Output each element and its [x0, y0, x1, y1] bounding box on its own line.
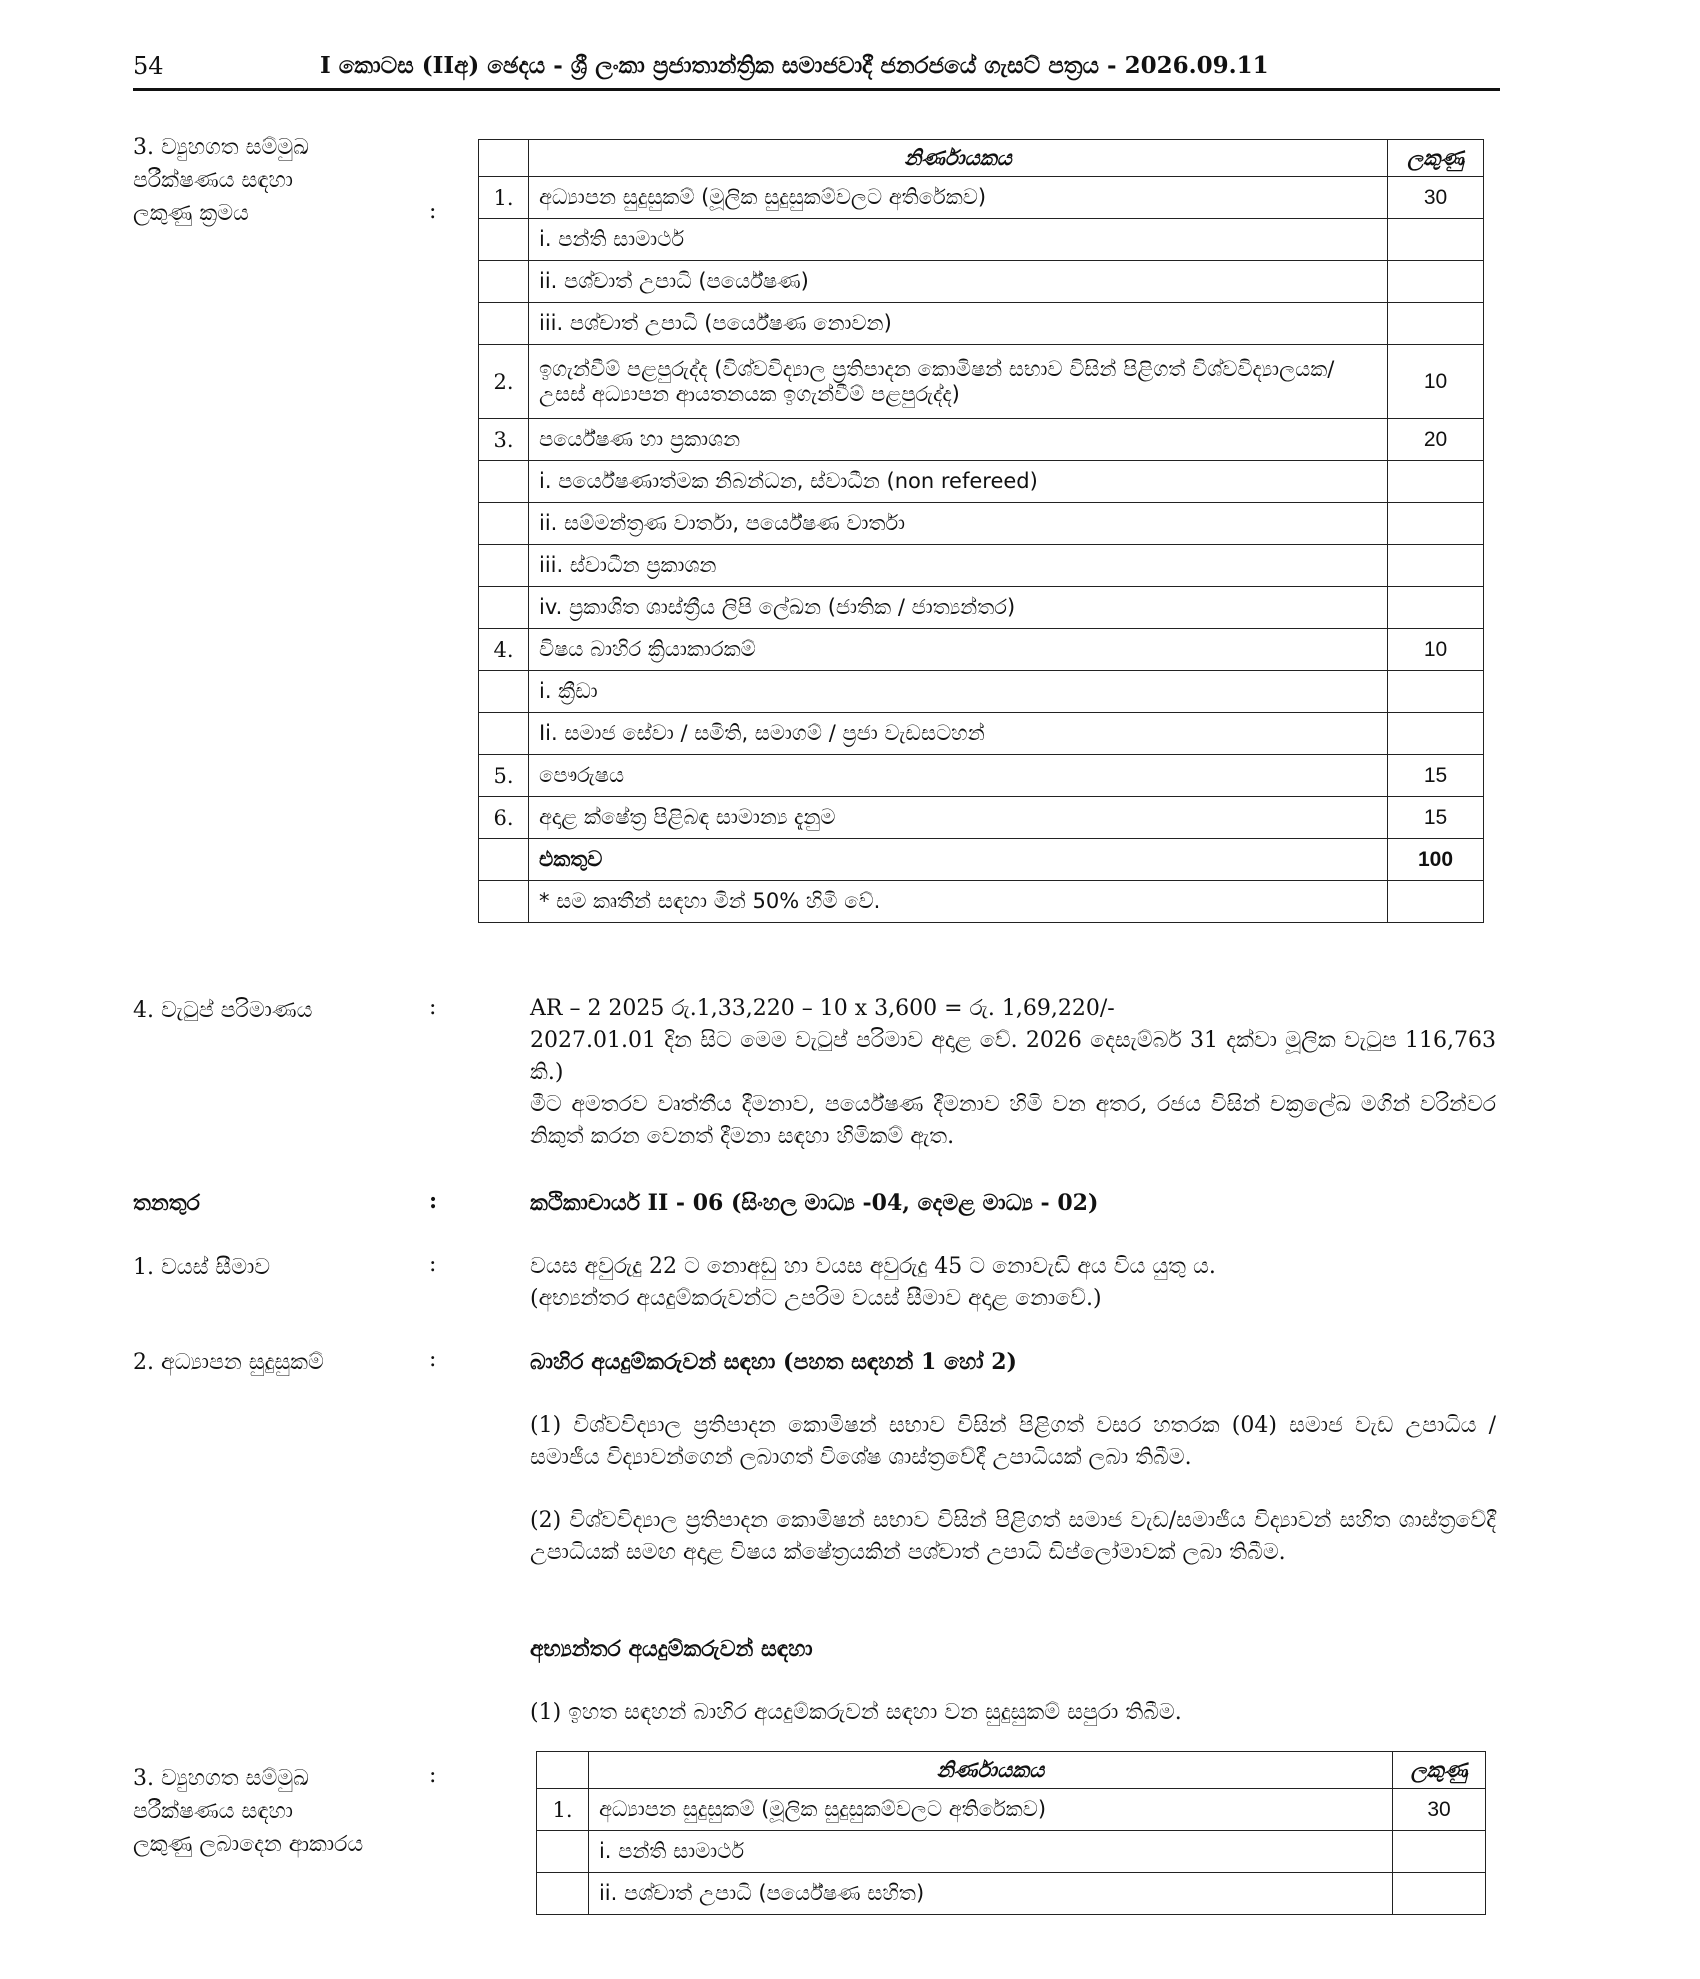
table-row	[479, 713, 1484, 755]
table-row	[479, 545, 1484, 587]
row-criteria: ii. පශ්චාත් උපාධි (පර්යේෂණ)	[528, 261, 1387, 303]
table-row	[537, 1789, 1486, 1831]
row-marks	[1388, 587, 1484, 629]
total-marks: 100	[1388, 839, 1484, 881]
row-marks: 30	[1393, 1789, 1486, 1831]
table-row	[537, 1873, 1486, 1915]
external-qualification-1: (1) විශ්වවිද්‍යාල ප්‍රතිපාදන කොමිෂන් සභාව විසින් පිළිගත් වසර හතරක (04) සමාජ වැඩ උපාධිය /සමාජීය විද්‍යාවන්ගෙන් ලබාගත් විශේෂ ශාස්ත්‍රවේදී උපාධියක් ලබා තිබීම.	[530, 1413, 1496, 1470]
post-label: තනතුර	[133, 1190, 200, 1216]
header-divider	[133, 88, 1500, 91]
row-criteria: ඉගැන්වීම් පළපුරුද්ද (විශ්වවිද්‍යාල ප්‍රතිපාදන කොමිෂන් සභාව විසින් පිළිගත් විශ්වවිද්‍යාලයක/උසස් අධ්‍යාපන ආයතනයක ඉගැන්වීම් පළපුරුද්ද)	[528, 345, 1387, 419]
table-row	[479, 503, 1484, 545]
table-row	[479, 461, 1484, 503]
row-number: 6.	[479, 797, 529, 839]
colon: :	[429, 995, 437, 1020]
row-number	[479, 545, 529, 587]
age-limit-label: 1. වයස් සීමාව	[133, 1255, 271, 1280]
row-marks	[1388, 303, 1484, 345]
post-value: කථිකාචාර්ය II - 06 (සිංහල මාධ්‍ය -04, දෙමළ මාධ්‍ය - 02)	[530, 1190, 1099, 1216]
row-criteria: iv. ප්‍රකාශිත ශාස්ත්‍රීය ලිපි ලේඛන (ජාතික / ජාත්‍යන්තර)	[528, 587, 1387, 629]
section3-scoring-label: 3. ව්‍යුහගත සම්මුඛ පරීක්ෂණය සඳහා ලකුණු ලබාදෙන ආකාරය	[133, 1766, 364, 1857]
row-marks	[1388, 261, 1484, 303]
table-head-empty	[479, 140, 529, 177]
row-marks: 15	[1388, 755, 1484, 797]
age-limit-note: (අභ්‍යන්තර අයදුම්කරුවන්ට උපරිම වයස් සීමාව අදාළ නොවේ.)	[530, 1286, 1102, 1311]
table-note-row	[479, 881, 1484, 923]
table-head-marks: ලකුණු	[1388, 140, 1484, 177]
gazette-title: I කොටස (IIඅ) ඡෙදය - ශ්‍රී ලංකා ප්‍රජාතාන්ත්‍රික සමාජවාදී ජනරජයේ ගැසට් පත්‍රය - 2026.09.11	[320, 52, 1269, 79]
table-head-criteria: නිර්ණායකය	[528, 140, 1387, 177]
section3-label: 3. ව්‍යුහගත සම්මුඛ පරීක්ෂණය සඳහා ලකුණු ක්‍රමය	[133, 135, 309, 226]
colon: :	[429, 1188, 438, 1214]
row-marks	[1388, 219, 1484, 261]
row-number	[479, 261, 529, 303]
colon: :	[429, 199, 437, 224]
row-criteria: iii. ස්වාධීන ප්‍රකාශන	[528, 545, 1387, 587]
row-marks	[1388, 881, 1484, 923]
row-criteria: i. ක්‍රීඩා	[528, 671, 1387, 713]
row-number: 2.	[479, 345, 529, 419]
row-criteria: පර්යේෂණ හා ප්‍රකාශන	[528, 419, 1387, 461]
row-criteria: විෂය බාහිර ක්‍රියාකාරකම්	[528, 629, 1387, 671]
row-criteria: i. පර්යේෂණාත්මක නිබන්ධන, ස්වාධීන (non refereed)	[528, 461, 1387, 503]
external-applicants-heading: බාහිර අයදුම්කරුවන් සඳහා (පහත සඳහන් 1 හෝ 2)	[530, 1349, 1017, 1375]
row-number	[479, 713, 529, 755]
table-row	[479, 303, 1484, 345]
row-number: 1.	[479, 177, 529, 219]
page-number: 54	[133, 52, 164, 80]
row-number: 4.	[479, 629, 529, 671]
row-number: 5.	[479, 755, 529, 797]
table-row	[479, 755, 1484, 797]
row-marks	[1388, 545, 1484, 587]
row-criteria: අධ්‍යාපන සුදුසුකම් (මූලික සුදුසුකම්වලට අතිරේකව)	[528, 177, 1387, 219]
education-label: 2. අධ්‍යාපන සුදුසුකම්	[133, 1350, 324, 1375]
table-row	[479, 345, 1484, 419]
row-number: 1.	[537, 1789, 589, 1831]
internal-qualification-1: (1) ඉහත සඳහන් බාහිර අයදුම්කරුවන් සඳහා වන සුදුසුකම් සපුරා තිබීම.	[530, 1700, 1182, 1725]
table-head-marks: ලකුණු	[1393, 1752, 1486, 1789]
row-criteria: අධ්‍යාපන සුදුසුකම් (මූලික සුදුසුකම්වලට අතිරේකව)	[588, 1789, 1392, 1831]
row-number	[479, 303, 529, 345]
row-number	[479, 219, 529, 261]
table-row	[479, 797, 1484, 839]
table-row	[479, 261, 1484, 303]
row-marks: 10	[1388, 629, 1484, 671]
row-criteria: ii. පශ්චාත් උපාධි (පර්යේෂණ සහිත)	[588, 1873, 1392, 1915]
row-number	[479, 503, 529, 545]
scoring-table	[536, 1751, 1486, 1915]
row-number	[537, 1831, 589, 1873]
table-row	[479, 419, 1484, 461]
marks-table	[478, 139, 1484, 923]
table-row	[479, 629, 1484, 671]
row-marks: 30	[1388, 177, 1484, 219]
row-criteria: අදාළ ක්ෂේත්‍ර පිළිබඳ සාමාන්‍ය දැනුම	[528, 797, 1387, 839]
table-total-row	[479, 839, 1484, 881]
colon: :	[429, 1347, 437, 1372]
row-marks	[1393, 1831, 1486, 1873]
total-label: එකතුව	[528, 839, 1387, 881]
external-qualification-2: (2) විශ්වවිද්‍යාල ප්‍රතිපාදන කොමිෂන් සභාව විසින් පිළිගත් සමාජ වැඩ/සමාජීය විද්‍යාවන් සහිත ශාස්ත්‍රවේදී උපාධියක් සමඟ අදාළ විෂය ක්ෂේත්‍රයකින් පශ්චාත් උපාධි ඩිප්ලෝමාවක් ලබා තිබීම.	[530, 1508, 1496, 1565]
row-marks: 15	[1388, 797, 1484, 839]
table-row	[479, 219, 1484, 261]
row-criteria: iii. පශ්චාත් උපාධි (පර්යේෂණ නොවන)	[528, 303, 1387, 345]
age-limit-text: වයස අවුරුදු 22 ට නොඅඩු හා වයස අවුරුදු 45 ට නොවැඩි අය විය යුතු ය.	[530, 1254, 1216, 1279]
table-row	[537, 1831, 1486, 1873]
salary-effective-note: 2027.01.01 දින සිට මෙම වැටුප් පරිමාව අදාළ වේ. 2026 දෙසැම්බර් 31 දක්වා මූලික වැටුප 116,763 කි.)	[530, 1028, 1496, 1085]
table-row	[479, 587, 1484, 629]
row-number	[479, 839, 529, 881]
row-marks: 20	[1388, 419, 1484, 461]
row-number	[479, 671, 529, 713]
row-number	[479, 881, 529, 923]
salary-allowances-note: මීට අමතරව වෘත්තීය දීමනාව, පර්යේෂණ දීමනාව හිමි වන අතර, රජය විසින් චක්‍රලේඛ මගින් වරින්වර නිකුත් කරන වෙනත් දීමනා සඳහා හිමිකම් ඇත.	[530, 1092, 1496, 1149]
row-marks: 10	[1388, 345, 1484, 419]
row-criteria: i. පන්ති සාමාර්ථ	[588, 1831, 1392, 1873]
row-marks	[1388, 461, 1484, 503]
salary-scale: AR – 2 2025 රු.1,33,220 – 10 x 3,600 = රු. 1,69,220/-	[530, 996, 1115, 1021]
table-row	[479, 671, 1484, 713]
row-criteria: පෞරුෂය	[528, 755, 1387, 797]
row-marks	[1393, 1873, 1486, 1915]
row-number	[537, 1873, 589, 1915]
row-criteria: i. පන්ති සාමාර්ථ	[528, 219, 1387, 261]
colon: :	[429, 1763, 437, 1788]
row-number	[479, 461, 529, 503]
row-marks	[1388, 713, 1484, 755]
colon: :	[429, 1252, 437, 1277]
salary-label: 4. වැටුප් පරිමාණය	[133, 998, 313, 1023]
row-criteria: ii. සම්මන්ත්‍රණ වාර්තා, පර්යේෂණ වාර්තා	[528, 503, 1387, 545]
row-number	[479, 587, 529, 629]
internal-applicants-heading: අභ්‍යන්තර අයදුම්කරුවන් සඳහා	[530, 1636, 813, 1662]
row-marks	[1388, 671, 1484, 713]
row-criteria: Ii. සමාජ සේවා / සමිති, සමාගම් / ප්‍රජා වැඩසටහන්	[528, 713, 1387, 755]
row-marks	[1388, 503, 1484, 545]
table-note: * සම කෘතීන් සඳහා මින් 50% හිමි වේ.	[528, 881, 1387, 923]
table-head-criteria: නිර්ණායකය	[588, 1752, 1392, 1789]
row-number: 3.	[479, 419, 529, 461]
table-row	[479, 177, 1484, 219]
table-head-empty	[537, 1752, 589, 1789]
